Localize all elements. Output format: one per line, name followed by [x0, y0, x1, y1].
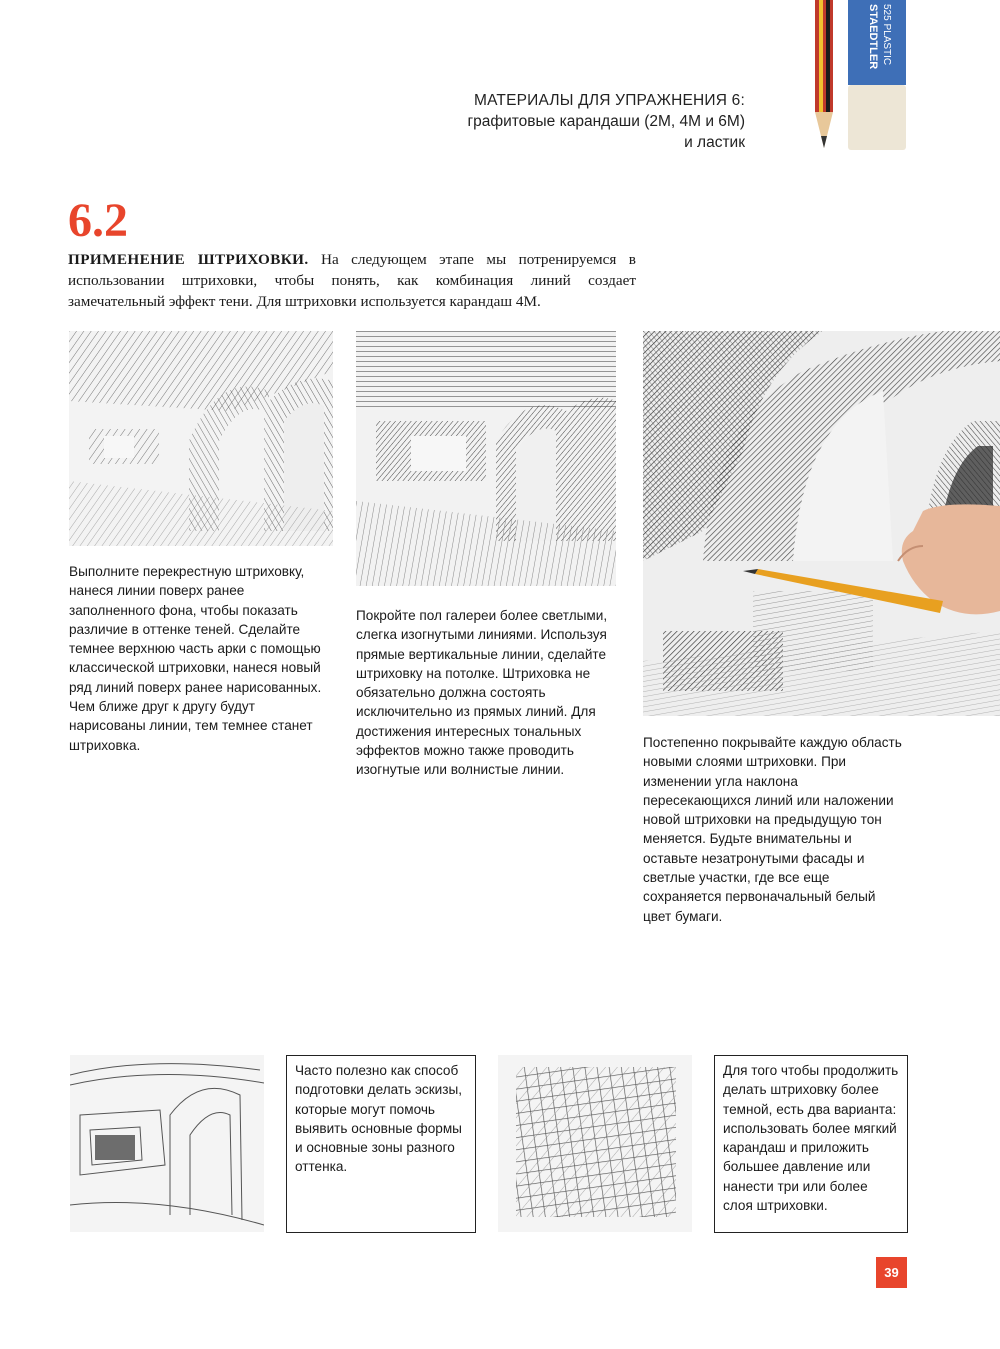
rough-arcade-sketch [70, 1055, 264, 1232]
eraser-model-text: 525 PLASTIC [881, 4, 892, 66]
tip-sketch-box [286, 1055, 476, 1233]
crosshatch-sample [498, 1055, 692, 1232]
rough-sketch-drawing [70, 1055, 264, 1232]
materials-note [425, 90, 745, 153]
eraser-icon [848, 0, 906, 150]
step-1-caption: Выполните перекрестную штриховку, нанеся линии поверх ранее заполненного фона, чтобы показать различие в оттенке теней. Сделайте темнее верхнюю часть арки с помощью классической штриховки, нанеся новый ряд линий поверх ранее нарисованных. Чем ближе друг к другу будут нарисованы линии, тем темнее станет штриховка. [69, 564, 322, 753]
page-number: 39 [876, 1257, 907, 1288]
arcade-sketch-light [69, 331, 333, 546]
tip-darker-text: Для того чтобы продолжить делать штриховку более темной, есть два варианта: использовать более мягкий карандаш и приложить большее давление или нанести три или более слоя штриховки. [723, 1063, 899, 1214]
pencil-icon [813, 0, 835, 150]
materials-line-2: и ластик [684, 134, 745, 151]
step-2-caption: Покройте пол галереи более светлыми, слегка изогнутыми линиями. Используя прямые вертикальные линии, сделайте штриховку на потолке. Штриховка не обязательно должна состоять исключительно из прямых линий. Для достижения интересных тональных эффектов можно также проводить изогнутые или волнистые линии. [356, 608, 608, 778]
section-number: 6.2 [68, 194, 128, 247]
arcade-sketch-medium [356, 331, 616, 586]
materials-line-1: графитовые карандаши (2М, 4М и 6М) [467, 113, 745, 130]
intro-paragraph [68, 249, 636, 312]
step-1-drawing [69, 331, 333, 546]
crosshatch-grid-drawing [498, 1055, 692, 1232]
tip-sketch-text: Часто полезно как способ подготовки делать эскизы, которые могут помочь выявить основные формы и основные зоны разного оттенка. [295, 1063, 463, 1175]
tip-darker-box [714, 1055, 908, 1233]
step-3-drawing [643, 331, 1000, 716]
step-2-drawing [356, 331, 616, 586]
eraser-brand-text: STAEDTLER [867, 4, 879, 70]
intro-lead: ПРИМЕНЕНИЕ ШТРИХОВКИ. [68, 251, 309, 268]
materials-heading: МАТЕРИАЛЫ ДЛЯ УПРАЖНЕНИЯ 6: [473, 92, 745, 109]
step-3-caption: Постепенно покрывайте каждую область новыми слоями штриховки. При изменении угла наклона пересекающихся линий или наложении новой штриховки на предыдущую тон меняется. Будьте внимательны и оставьте незатронутыми фасады и светлые участки, где все еще сохраняется первоначальный белый цвет бумаги. [643, 735, 902, 924]
arcade-sketch-dark-with-hand [643, 331, 1000, 716]
intro-text: На следующем этапе мы потренируемся в использовании штриховки, чтобы понять, как комбинация линий создает замечательный эффект тени. Для штриховки используется карандаш 4М. [68, 251, 636, 310]
